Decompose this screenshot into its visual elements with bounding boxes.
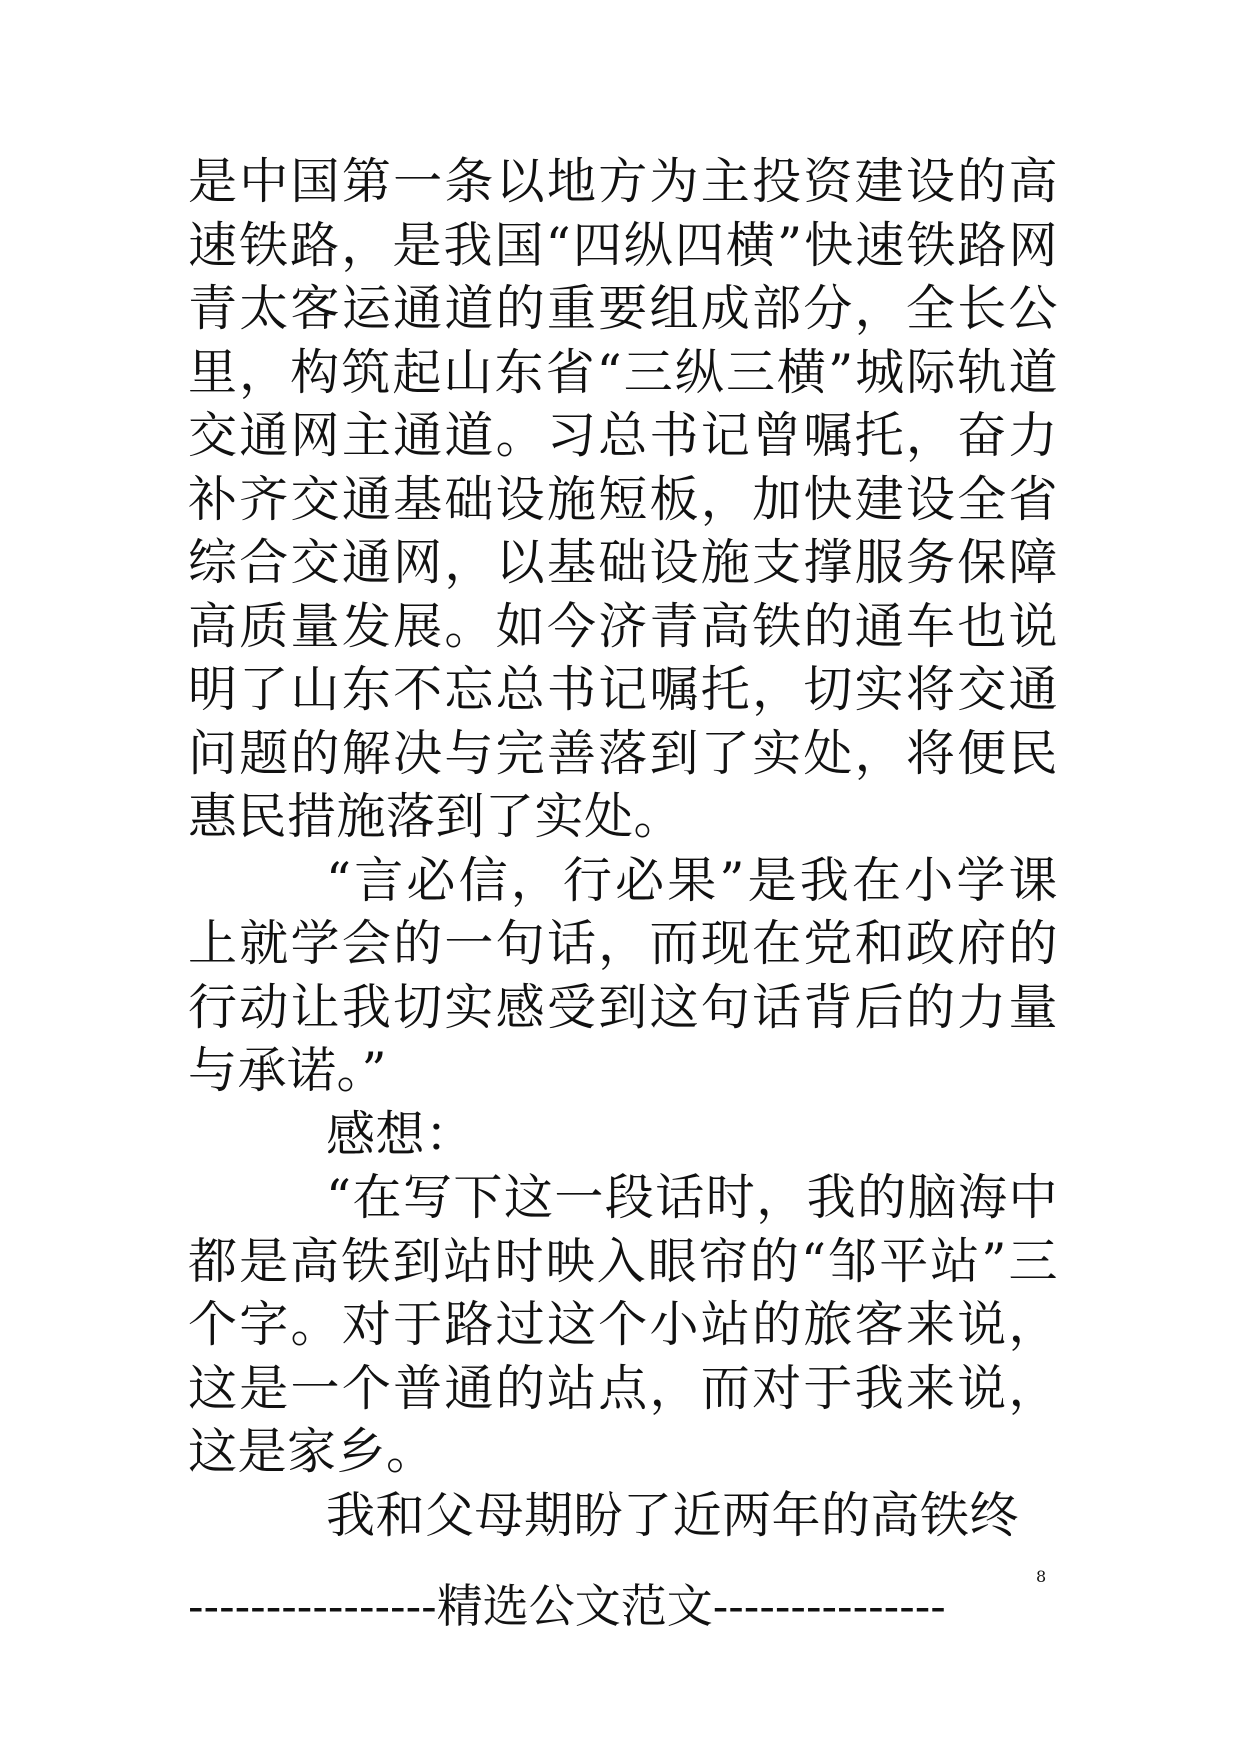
paragraph: 我和父母期盼了近两年的高铁终: [326, 1486, 1020, 1544]
paragraph: 是中国第一条以地方为主投资建设的高速铁路，是我国“四纵四横”快速铁路网青太客运通道的重要组成部分，全长公里，构筑起山东省“三纵三横”城际轨道交通网主通道。习总书记曾嘱托，奋力补齐交通基础设施短板，加快建设全省综合交通网，以基础设施支撑服务保障高质量发展。如今济青高铁的通车也说明了山东不忘总书记嘱托，切实将交通问题的解决与完善落到了实处，将便民惠民措施落到了实处。: [188, 153, 1058, 845]
page-footer: ----------------精选公文范文---------------: [188, 1579, 946, 1633]
page-number: 8: [1036, 1567, 1047, 1586]
paragraph-heading: 感想：: [326, 1105, 475, 1163]
paragraph: “言必信，行必果”是我在小学课上就学会的一句话，而现在党和政府的行动让我切实感受到这句话背后的力量与承诺。”: [188, 851, 1058, 1099]
body-text: [188, 150, 1058, 1547]
paragraph: “在写下这一段话时，我的脑海中都是高铁到站时映入眼帘的“邹平站”三个字。对于路过这个小站的旅客来说，这是一个普通的站点，而对于我来说，这是家乡。: [188, 1169, 1058, 1480]
